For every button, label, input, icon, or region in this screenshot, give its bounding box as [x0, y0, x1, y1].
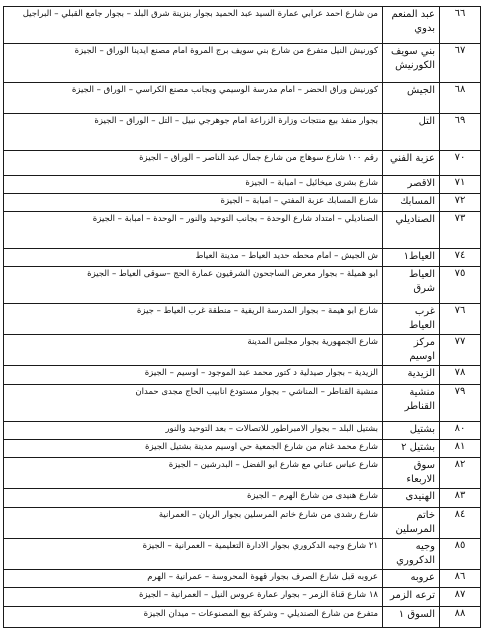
address-text: بشتيل البلد – بجوار الامبراطور للاتصالات – بعد التوحيد والنور	[4, 422, 383, 440]
area-name: العياط شرق	[383, 267, 440, 304]
area-name: ترعه الزمر	[383, 588, 440, 607]
address-text: شارع محمد غنام من شارع الجمعية حي اوسيم مدينة بشتيل الجيزة	[4, 440, 383, 458]
row-number: ٧٨	[440, 366, 481, 385]
table-row	[4, 7, 481, 44]
area-name: منشية القناطر	[383, 385, 440, 422]
table-row	[4, 304, 481, 335]
table-row	[4, 335, 481, 366]
row-number: ٧٤	[440, 249, 481, 267]
address-text: كورنيش النيل متفرع من شارع بني سويف برج المروة امام مصنع ايدينا الوراق – الجيزة	[4, 44, 383, 83]
table-row	[4, 422, 481, 440]
row-number: ٨٤	[440, 508, 481, 539]
area-name: المسابك	[383, 194, 440, 212]
row-number: ٨٣	[440, 489, 481, 508]
table-row	[4, 194, 481, 212]
locations-table	[3, 6, 481, 628]
table-row	[4, 267, 481, 304]
row-number: ٨٢	[440, 458, 481, 489]
area-name: وجيه الدكروري	[383, 539, 440, 570]
row-number: ٧٢	[440, 194, 481, 212]
area-name: الجيش	[383, 83, 440, 114]
row-number: ٧٥	[440, 267, 481, 304]
area-name: العياط١	[383, 249, 440, 267]
address-text: ١٨ شارع قناة الزمر – بجوار عمارة عروس النيل – العمرانية – الجيزة	[4, 588, 383, 607]
table-row	[4, 366, 481, 385]
area-name: عزبة الفني	[383, 151, 440, 176]
address-text: منشية القناطر – المناشي – بجوار مستودع انابيب الحاج مجدى حمدان	[4, 385, 383, 422]
area-name: عروبه	[383, 570, 440, 588]
row-number: ٨٧	[440, 588, 481, 607]
table-row	[4, 588, 481, 607]
area-name: خاتم المرسلين	[383, 508, 440, 539]
address-text: الزيدية – بجوار صيدلية د كتور محمد عبد الموجود – اوسيم – الجيزة	[4, 366, 383, 385]
address-text: عروبه قبل شارع الصرف بجوار قهوة المحروسة – عمرانية – الهرم	[4, 570, 383, 588]
row-number: ٧٦	[440, 304, 481, 335]
row-number: ٦٦	[440, 7, 481, 44]
row-number: ٧٧	[440, 335, 481, 366]
area-name: غرب العياط	[383, 304, 440, 335]
address-text: بجوار منفذ بيع منتجات وزارة الزراعة امام جوهرجي نبيل – التل – الوراق – الجيزة	[4, 114, 383, 151]
table-body	[4, 7, 481, 628]
row-number: ٦٧	[440, 44, 481, 83]
address-text: شارع المسابك عزبة المفتي – امبابة – الجيزة	[4, 194, 383, 212]
table-row	[4, 440, 481, 458]
row-number: ٧٩	[440, 385, 481, 422]
address-text: شارع عباس عناني مع شارع ابو الفضل – البدرشين – الجيزة	[4, 458, 383, 489]
row-number: ٧٠	[440, 151, 481, 176]
row-number: ٨٠	[440, 422, 481, 440]
table-row	[4, 539, 481, 570]
row-number: ٧٣	[440, 212, 481, 249]
address-text: ش الجيش – امام محطه حديد العياط – مدينة العياط	[4, 249, 383, 267]
table-row	[4, 458, 481, 489]
address-text: متفرع من شارع الصنديلي – وشركة بيع المصنوعات – ميدان الجيزة	[4, 607, 383, 628]
address-text: ابو هميلة – بجوار معرض الساجحون الشرقيون عمارة الحج –سوقى العياط – الجيزة	[4, 267, 383, 304]
table-row	[4, 176, 481, 194]
area-name: مركز اوسيم	[383, 335, 440, 366]
table-row	[4, 489, 481, 508]
row-number: ٨١	[440, 440, 481, 458]
address-text: شارع رشدى من شارع خاتم المرسلين بجوار الريان – العمرانية	[4, 508, 383, 539]
table-row	[4, 83, 481, 114]
row-number: ٨٦	[440, 570, 481, 588]
table-row	[4, 114, 481, 151]
table-row	[4, 249, 481, 267]
row-number: ٧١	[440, 176, 481, 194]
area-name: الهنيدى	[383, 489, 440, 508]
table-row	[4, 570, 481, 588]
area-name: التل	[383, 114, 440, 151]
address-text: كورنيش وراق الحضر – امام مدرسة الوسيمي وبجانب مصنع الكراسي – الوراق – الجيزة	[4, 83, 383, 114]
row-number: ٨٥	[440, 539, 481, 570]
address-text: ٢١ شارع وجيه الدكروري بجوار الادارة التعليمية – العمرانية – الجيزة	[4, 539, 383, 570]
table-row	[4, 212, 481, 249]
address-text: شارع بشرى ميخائيل – امبابة – الجيزة	[4, 176, 383, 194]
area-name: الصناديلي	[383, 212, 440, 249]
area-name: عبد المنعم بدوي	[383, 7, 440, 44]
area-name: الاقصر	[383, 176, 440, 194]
table-row	[4, 508, 481, 539]
table-row	[4, 44, 481, 83]
row-number: ٦٨	[440, 83, 481, 114]
area-name: سوق الاربعاء	[383, 458, 440, 489]
address-text: رقم ١٠٠ شارع سوهاج من شارع جمال عبد الناصر – الوراق – الجيزة	[4, 151, 383, 176]
row-number: ٦٩	[440, 114, 481, 151]
table-row	[4, 607, 481, 628]
address-text: شارع ابو هيمة – بجوار المدرسة الريفية – منطقة غرب العياط – جيزة	[4, 304, 383, 335]
address-text: من شارع احمد عرابي عمارة السيد عبد الحميد بجوار بنزينة شرق البلد – بجوار جامع القبلي – البراجيل	[4, 7, 383, 44]
area-name: بني سويف الكورنيش	[383, 44, 440, 83]
area-name: السوق ١	[383, 607, 440, 628]
table-row	[4, 151, 481, 176]
address-text: الصناديلي – امتداد شارع الوحدة – بجانب التوحيد والنور – الوحدة – امبابة – الجيزة	[4, 212, 383, 249]
area-name: الزيدية	[383, 366, 440, 385]
row-number: ٨٨	[440, 607, 481, 628]
address-text: شارع الجمهورية بجوار مجلس المدينة	[4, 335, 383, 366]
address-text: شارع هنيدى من شارع الهرم – الجيزة	[4, 489, 383, 508]
area-name: بشتيل ٢	[383, 440, 440, 458]
area-name: بشتيل	[383, 422, 440, 440]
table-row	[4, 385, 481, 422]
